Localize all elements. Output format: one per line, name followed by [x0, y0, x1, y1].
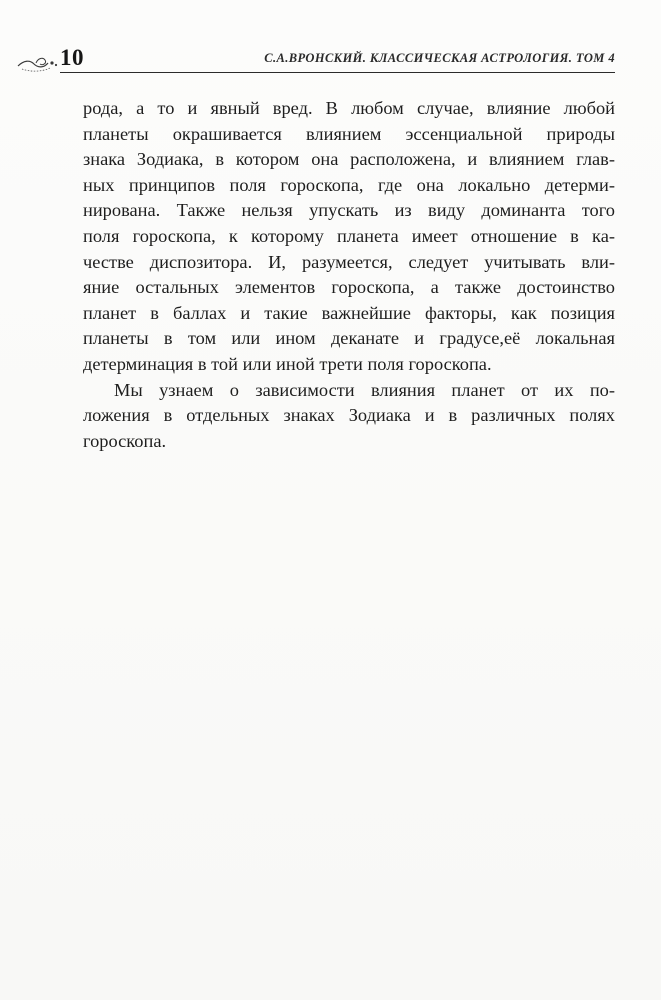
- paragraph-1: [83, 96, 615, 378]
- text-line: планет в баллах и такие важнейшие факторы, как позиция: [83, 302, 615, 323]
- text-line: знака Зодиака, в котором она расположена, и влиянием глав-: [83, 149, 615, 170]
- page-number: 10: [60, 45, 84, 70]
- text-line: яние остальных элементов гороскопа, а также достоинство: [83, 277, 615, 298]
- text-line: честве диспозитора. И, разумеется, следует учитывать вли-: [83, 251, 615, 272]
- text-line: поля гороскопа, к которому планета имеет отношение в ка-: [83, 225, 615, 246]
- text-line: ложения в отдельных знаках Зодиака и в различных полях: [83, 405, 615, 426]
- text-line: нирована. Также нельзя упускать из виду доминанта того: [83, 200, 615, 221]
- text-line: гороскопа.: [83, 430, 167, 451]
- ornament-icon: [16, 54, 60, 74]
- running-title: С.А.ВРОНСКИЙ. КЛАССИЧЕСКАЯ АСТРОЛОГИЯ. ТОМ 4: [264, 51, 615, 65]
- text-line: ных принципов поля гороскопа, где она локально детерми-: [83, 174, 615, 195]
- text-line: Мы узнаем о зависимости влияния планет от их по-: [114, 379, 615, 400]
- text-line: планеты окрашивается влиянием эссенциальной природы: [83, 123, 615, 144]
- paragraph-2: [83, 378, 615, 455]
- running-head: [16, 44, 615, 74]
- text-line: детерминация в той или иной трети поля гороскопа.: [83, 353, 492, 374]
- body-text: [83, 96, 615, 454]
- header-rule: [60, 72, 615, 73]
- text-line: рода, а то и явный вред. В любом случае, влияние любой: [83, 98, 615, 118]
- text-line: планеты в том или ином деканате и градусе,её локальная: [83, 328, 615, 349]
